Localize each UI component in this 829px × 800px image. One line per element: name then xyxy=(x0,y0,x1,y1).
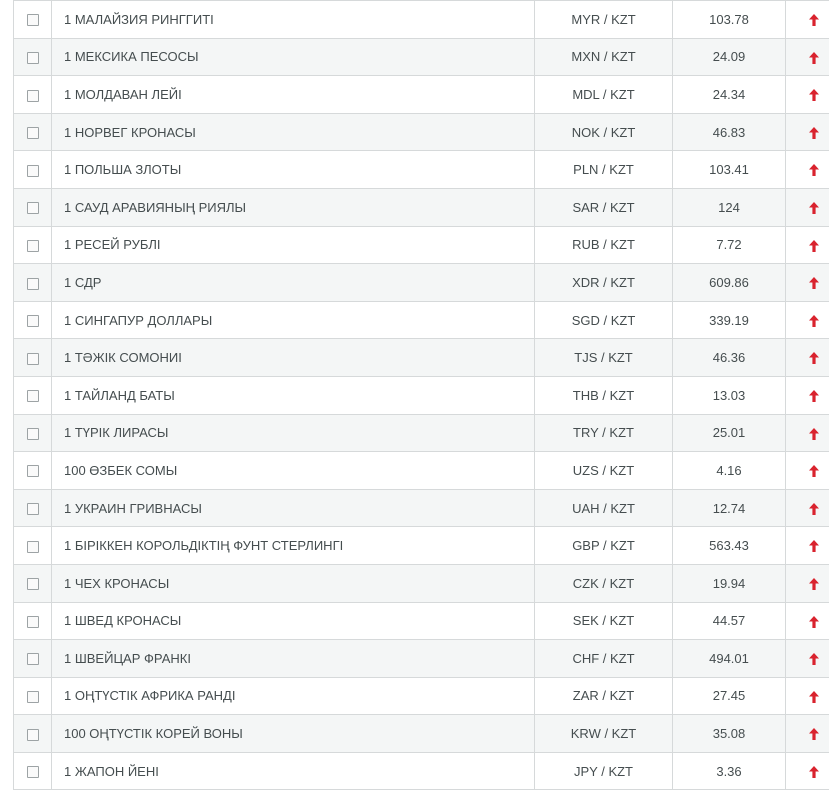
exchange-rate: 563.43 xyxy=(673,527,786,565)
row-select-checkbox[interactable] xyxy=(27,503,39,515)
arrow-up-icon xyxy=(808,201,820,215)
row-select-checkbox[interactable] xyxy=(27,278,39,290)
trend-cell xyxy=(786,527,829,565)
exchange-rate: 103.41 xyxy=(673,151,786,189)
row-select-checkbox[interactable] xyxy=(27,541,39,553)
arrow-up-icon xyxy=(808,652,820,666)
exchange-rate: 13.03 xyxy=(673,376,786,414)
trend-cell xyxy=(786,752,829,790)
arrow-up-icon xyxy=(808,88,820,102)
row-select-checkbox[interactable] xyxy=(27,390,39,402)
trend-cell xyxy=(786,602,829,640)
row-select-cell xyxy=(14,113,52,151)
currency-name: 1 САУД АРАВИЯНЫҢ РИЯЛЫ xyxy=(52,188,535,226)
currency-pair: UZS / KZT xyxy=(535,452,673,490)
trend-cell xyxy=(786,414,829,452)
trend-cell xyxy=(786,677,829,715)
currency-pair: PLN / KZT xyxy=(535,151,673,189)
table-row xyxy=(14,677,829,715)
exchange-rate: 3.36 xyxy=(673,752,786,790)
currency-name: 1 ЧЕХ КРОНАСЫ xyxy=(52,564,535,602)
row-select-checkbox[interactable] xyxy=(27,578,39,590)
arrow-up-icon xyxy=(808,351,820,365)
row-select-checkbox[interactable] xyxy=(27,616,39,628)
arrow-up-icon xyxy=(808,464,820,478)
table-row xyxy=(14,564,829,602)
currency-name: 1 РЕСЕЙ РУБЛІ xyxy=(52,226,535,264)
currency-pair: ZAR / KZT xyxy=(535,677,673,715)
arrow-up-icon xyxy=(808,727,820,741)
row-select-cell xyxy=(14,564,52,602)
row-select-cell xyxy=(14,151,52,189)
currency-pair: NOK / KZT xyxy=(535,113,673,151)
currency-pair: GBP / KZT xyxy=(535,527,673,565)
exchange-rate: 44.57 xyxy=(673,602,786,640)
row-select-checkbox[interactable] xyxy=(27,202,39,214)
arrow-up-icon xyxy=(808,427,820,441)
row-select-checkbox[interactable] xyxy=(27,653,39,665)
trend-cell xyxy=(786,264,829,302)
exchange-rate: 609.86 xyxy=(673,264,786,302)
currency-pair: CZK / KZT xyxy=(535,564,673,602)
table-row xyxy=(14,640,829,678)
row-select-cell xyxy=(14,38,52,76)
table-row xyxy=(14,226,829,264)
table-row xyxy=(14,489,829,527)
arrow-up-icon xyxy=(808,163,820,177)
currency-pair: THB / KZT xyxy=(535,376,673,414)
table-row xyxy=(14,188,829,226)
exchange-rate: 124 xyxy=(673,188,786,226)
row-select-checkbox[interactable] xyxy=(27,90,39,102)
arrow-up-icon xyxy=(808,615,820,629)
row-select-cell xyxy=(14,414,52,452)
exchange-rate: 46.83 xyxy=(673,113,786,151)
row-select-checkbox[interactable] xyxy=(27,52,39,64)
row-select-cell xyxy=(14,715,52,753)
currency-pair: XDR / KZT xyxy=(535,264,673,302)
currency-pair: JPY / KZT xyxy=(535,752,673,790)
currency-name: 1 МЕКСИКА ПЕСОСЫ xyxy=(52,38,535,76)
trend-cell xyxy=(786,113,829,151)
currency-name: 1 СИНГАПУР ДОЛЛАРЫ xyxy=(52,301,535,339)
table-row xyxy=(14,264,829,302)
row-select-cell xyxy=(14,752,52,790)
row-select-cell xyxy=(14,226,52,264)
exchange-rate: 4.16 xyxy=(673,452,786,490)
currency-name: 100 ОҢТҮСТІК КОРЕЙ ВОНЫ xyxy=(52,715,535,753)
table-row xyxy=(14,301,829,339)
exchange-rate: 12.74 xyxy=(673,489,786,527)
table-row xyxy=(14,602,829,640)
table-row xyxy=(14,715,829,753)
rates-table-body xyxy=(14,1,829,790)
currency-pair: CHF / KZT xyxy=(535,640,673,678)
row-select-checkbox[interactable] xyxy=(27,315,39,327)
trend-cell xyxy=(786,76,829,114)
currency-name: 1 ШВЕЙЦАР ФРАНКІ xyxy=(52,640,535,678)
arrow-up-icon xyxy=(808,51,820,65)
currency-pair: TJS / KZT xyxy=(535,339,673,377)
table-row xyxy=(14,452,829,490)
trend-cell xyxy=(786,640,829,678)
arrow-up-icon xyxy=(808,577,820,591)
table-row xyxy=(14,376,829,414)
row-select-cell xyxy=(14,376,52,414)
currency-name: 100 ӨЗБЕК СОМЫ xyxy=(52,452,535,490)
arrow-up-icon xyxy=(808,276,820,290)
trend-cell xyxy=(786,1,829,39)
currency-name: 1 МОЛДАВАН ЛЕЙІ xyxy=(52,76,535,114)
row-select-cell xyxy=(14,640,52,678)
row-select-checkbox[interactable] xyxy=(27,240,39,252)
row-select-checkbox[interactable] xyxy=(27,353,39,365)
currency-name: 1 СДР xyxy=(52,264,535,302)
currency-name: 1 ШВЕД КРОНАСЫ xyxy=(52,602,535,640)
currency-name: 1 ПОЛЬША ЗЛОТЫ xyxy=(52,151,535,189)
row-select-checkbox[interactable] xyxy=(27,127,39,139)
exchange-rate: 494.01 xyxy=(673,640,786,678)
row-select-checkbox[interactable] xyxy=(27,14,39,26)
exchange-rate: 7.72 xyxy=(673,226,786,264)
arrow-up-icon xyxy=(808,239,820,253)
row-select-cell xyxy=(14,339,52,377)
table-row xyxy=(14,113,829,151)
trend-cell xyxy=(786,376,829,414)
exchange-rate: 103.78 xyxy=(673,1,786,39)
row-select-checkbox[interactable] xyxy=(27,766,39,778)
currency-name: 1 МАЛАЙЗИЯ РИНГГИТІ xyxy=(52,1,535,39)
row-select-checkbox[interactable] xyxy=(27,691,39,703)
table-row xyxy=(14,1,829,39)
exchange-rate: 27.45 xyxy=(673,677,786,715)
currency-pair: MDL / KZT xyxy=(535,76,673,114)
currency-pair: MYR / KZT xyxy=(535,1,673,39)
row-select-cell xyxy=(14,602,52,640)
exchange-rate: 25.01 xyxy=(673,414,786,452)
trend-cell xyxy=(786,339,829,377)
currency-name: 1 ЖАПОН ЙЕНІ xyxy=(52,752,535,790)
row-select-cell xyxy=(14,489,52,527)
currency-name: 1 ТҮРІК ЛИРАСЫ xyxy=(52,414,535,452)
currency-name: 1 УКРАИН ГРИВНАСЫ xyxy=(52,489,535,527)
table-row xyxy=(14,151,829,189)
table-row xyxy=(14,527,829,565)
exchange-rate: 24.09 xyxy=(673,38,786,76)
row-select-checkbox[interactable] xyxy=(27,729,39,741)
row-select-checkbox[interactable] xyxy=(27,165,39,177)
trend-cell xyxy=(786,715,829,753)
currency-name: 1 НОРВЕГ КРОНАСЫ xyxy=(52,113,535,151)
arrow-up-icon xyxy=(808,126,820,140)
arrow-up-icon xyxy=(808,765,820,779)
row-select-cell xyxy=(14,527,52,565)
arrow-up-icon xyxy=(808,389,820,403)
arrow-up-icon xyxy=(808,690,820,704)
currency-pair: SGD / KZT xyxy=(535,301,673,339)
currency-pair: UAH / KZT xyxy=(535,489,673,527)
trend-cell xyxy=(786,38,829,76)
currency-pair: MXN / KZT xyxy=(535,38,673,76)
currency-pair: KRW / KZT xyxy=(535,715,673,753)
trend-cell xyxy=(786,226,829,264)
table-row xyxy=(14,38,829,76)
exchange-rate: 35.08 xyxy=(673,715,786,753)
table-row xyxy=(14,339,829,377)
exchange-rates-table xyxy=(13,0,829,790)
currency-pair: SEK / KZT xyxy=(535,602,673,640)
exchange-rate: 46.36 xyxy=(673,339,786,377)
trend-cell xyxy=(786,452,829,490)
row-select-checkbox[interactable] xyxy=(27,465,39,477)
row-select-cell xyxy=(14,452,52,490)
currency-name: 1 ОҢТҮСТІК АФРИКА РАНДІ xyxy=(52,677,535,715)
exchange-rate: 19.94 xyxy=(673,564,786,602)
row-select-cell xyxy=(14,188,52,226)
row-select-checkbox[interactable] xyxy=(27,428,39,440)
arrow-up-icon xyxy=(808,502,820,516)
table-row xyxy=(14,752,829,790)
exchange-rate: 339.19 xyxy=(673,301,786,339)
trend-cell xyxy=(786,564,829,602)
trend-cell xyxy=(786,489,829,527)
exchange-rate: 24.34 xyxy=(673,76,786,114)
currency-name: 1 ТӘЖІК СОМОНИІ xyxy=(52,339,535,377)
arrow-up-icon xyxy=(808,314,820,328)
row-select-cell xyxy=(14,301,52,339)
arrow-up-icon xyxy=(808,13,820,27)
trend-cell xyxy=(786,151,829,189)
row-select-cell xyxy=(14,264,52,302)
row-select-cell xyxy=(14,677,52,715)
currency-pair: SAR / KZT xyxy=(535,188,673,226)
currency-pair: RUB / KZT xyxy=(535,226,673,264)
arrow-up-icon xyxy=(808,539,820,553)
currency-name: 1 ТАЙЛАНД БАТЫ xyxy=(52,376,535,414)
table-row xyxy=(14,76,829,114)
currency-pair: TRY / KZT xyxy=(535,414,673,452)
row-select-cell xyxy=(14,1,52,39)
table-row xyxy=(14,414,829,452)
row-select-cell xyxy=(14,76,52,114)
currency-name: 1 БІРІККЕН КОРОЛЬДІКТІҢ ФУНТ СТЕРЛИНГІ xyxy=(52,527,535,565)
trend-cell xyxy=(786,188,829,226)
trend-cell xyxy=(786,301,829,339)
